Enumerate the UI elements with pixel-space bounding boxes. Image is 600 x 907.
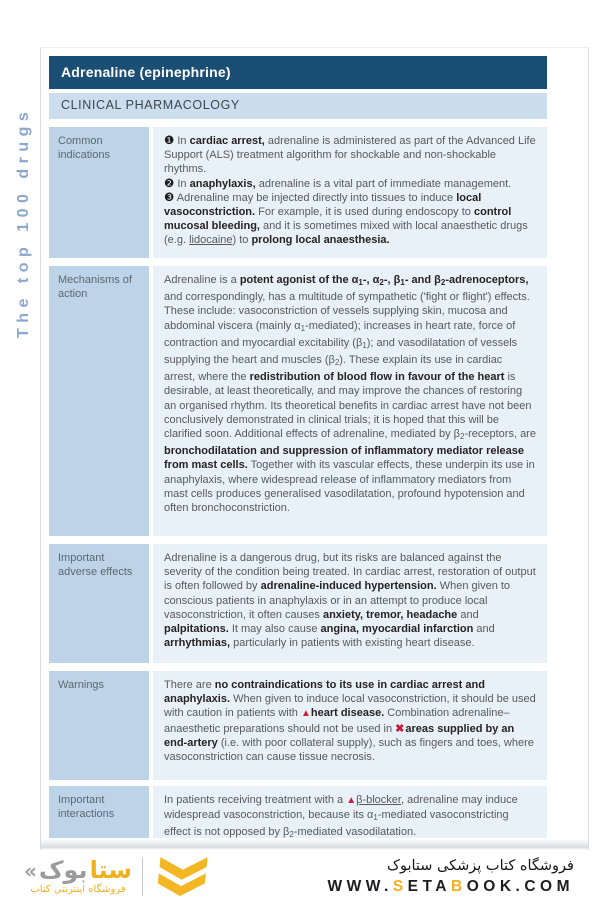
text-segment: Together with its vascular effects, these underpin its use in anaphylaxis, where widespread release of inflammatory mediators from mast cells produces generalised vasodilatation, profound hypotension and often bronchoconstriction. (164, 459, 535, 515)
paragraph (164, 273, 536, 515)
text-segment: 1 (362, 340, 367, 350)
paragraph (164, 551, 536, 650)
text-segment: potent agonist of the α (239, 274, 359, 286)
text-segment: 1 (400, 278, 405, 287)
text-segment: bronchodilatation and suppression of inflammatory mediator release from mast cells. (164, 445, 525, 472)
section-label: Common indications (49, 127, 149, 258)
section-label: Important adverse effects (49, 544, 149, 663)
url-segment: B (451, 877, 467, 895)
text-segment: 2 (289, 830, 294, 838)
text-segment: ❸ (164, 191, 175, 204)
text-segment: 2 (334, 358, 340, 368)
section-heading: CLINICAL PHARMACOLOGY (49, 93, 547, 119)
text-segment: In (174, 177, 190, 190)
paragraph (164, 678, 536, 764)
wordmark-part-gray: بوک (38, 856, 88, 884)
paragraph (164, 177, 536, 191)
drug-title-bar (49, 56, 547, 89)
pharmacology-table (49, 127, 547, 838)
text-segment: redistribution of blood flow in favour of the heart (249, 371, 505, 384)
drug-title: Adrenaline (epinephrine) (61, 64, 231, 80)
paragraph (164, 191, 536, 248)
text-segment: -mediated vasodilatation. (293, 826, 417, 838)
setabook-wordmark (24, 858, 132, 882)
text-segment: palpitations. (164, 623, 229, 636)
text-segment: and (473, 623, 495, 636)
page-frame (40, 47, 589, 850)
text-segment: and it is sometimes mixed with local anaesthetic drugs (e.g. (164, 220, 528, 247)
section-label: Important interactions (49, 786, 149, 838)
text-segment: ) to (232, 234, 252, 247)
paragraph (164, 134, 536, 177)
text-segment: arrhythmias, (164, 637, 231, 650)
text-segment: adrenaline is a vital part of immediate management. (255, 177, 512, 190)
section-row-2 (49, 266, 547, 536)
section-content (153, 671, 547, 780)
section-label: Mechanisms of action (49, 266, 149, 536)
section-row-5 (49, 786, 547, 838)
chapter-sidebar-label: The top 100 drugs (15, 106, 32, 338)
cross-reference-link[interactable]: β-blocker (356, 794, 401, 806)
text-segment: and correspondingly, has a multitude of sympathetic ('fight or flight') effects. These include: vasoconstriction of vessels supplying skin, mucosa and abdominal viscera (mainly α (164, 291, 530, 332)
text-segment: angina, myocardial infarction (320, 623, 474, 636)
text-segment: (i.e. with poor collateral supply), such as fingers and toes, where vasoconstriction can cause tissue necrosis. (164, 736, 534, 764)
text-segment: -receptors, are (464, 428, 536, 441)
text-segment: In (174, 135, 190, 147)
text-segment: -mediated vasoconstricting effect is not opposed by β (164, 809, 509, 838)
text-segment: - and β (404, 274, 441, 286)
text-segment: ❶ (164, 135, 175, 147)
text-segment: anxiety, tremor, headache (322, 608, 458, 621)
text-segment: 2 (440, 278, 446, 287)
contraindication-cross-icon: ✖ (395, 722, 406, 735)
store-title: فروشگاه کتاب پزشکی ستابوک (386, 857, 574, 874)
text-segment: In patients receiving treatment with a (164, 794, 347, 806)
text-segment: particularly in patients with existing heart disease. (230, 637, 475, 650)
guillemet-mark: « (24, 859, 37, 883)
section-content (153, 786, 547, 838)
text-segment: Adrenaline is a (164, 274, 240, 286)
section-row-3 (49, 544, 547, 663)
text-segment: 2 (379, 278, 384, 287)
text-segment: 1 (358, 278, 363, 287)
text-segment: There are (164, 679, 215, 691)
text-segment: ); and vasodilatation of vessels supplying the heart and muscles (β (164, 336, 518, 367)
text-segment: , adrenaline may induce widespread vasoconstriction, because its α (164, 794, 518, 822)
text-segment: control mucosal bleeding, (164, 206, 512, 233)
website-url[interactable] (327, 878, 574, 896)
setabook-logo (24, 854, 211, 900)
text-segment: local vasoconstriction. (164, 191, 482, 219)
section-content (153, 266, 547, 536)
url-segment: OOK.COM (466, 877, 574, 895)
text-segment: ). These explain its use in cardiac arrest, where the (164, 354, 503, 384)
text-segment: -adrenoceptors, (445, 274, 529, 286)
text-segment: no contraindications to its use in cardiac arrest and anaphylaxis. (164, 679, 485, 706)
text-segment: For example, it is used during endoscopy to (255, 206, 474, 219)
section-content (153, 127, 547, 258)
setabook-chevron-icon (151, 854, 214, 900)
url-segment: S (392, 877, 408, 895)
text-segment: anaphylaxis, (189, 177, 256, 190)
logo-divider (142, 858, 143, 896)
text-segment: cardiac arrest, (189, 135, 265, 147)
text-segment: -, β (383, 274, 401, 286)
text-segment: Adrenaline may be injected directly into tissues to induce (174, 191, 457, 204)
text-segment: 1 (300, 323, 306, 333)
brand-tagline: فروشگاه اینترنتی کتاب (30, 884, 126, 895)
drug-monograph (49, 56, 547, 838)
wordmark-part-yellow: ستا (89, 856, 132, 884)
text-segment: areas supplied by an end-artery (164, 722, 515, 749)
section-row-4 (49, 671, 547, 780)
text-segment: is desirable, at least theoretically, and may improve the chances of restoring an organised rhythm. Its theoretical benefits in cardiac arrest have not been conclusively demonstrated in clinical trials; it is hoped that this will be clarified soon. Additional effects of adrenaline, mediated by β (164, 371, 532, 441)
text-segment: 1 (373, 813, 378, 823)
warning-triangle-icon: ▲ (300, 708, 311, 720)
text-segment: 2 (459, 432, 465, 442)
text-segment: heart disease. (310, 707, 385, 720)
text-segment: When given to conscious patients in anaphylaxis or in an attempt to produce local vasoconstriction, it often causes (164, 580, 511, 621)
text-segment: When given to induce local vasoconstriction, it should be used with caution in patients with (164, 693, 536, 720)
text-segment: -, α (362, 274, 380, 286)
warning-triangle-icon: ▲ (346, 795, 357, 806)
section-row-1 (49, 127, 547, 258)
footer-store-info (327, 858, 574, 896)
cross-reference-link[interactable]: lidocaine (189, 234, 233, 247)
text-segment: Combination adrenaline–anaesthetic preparations should not be used in (164, 707, 510, 735)
text-segment: adrenaline is administered as part of the Advanced Life Support (ALS) treatment algorithm for shockable and non-shockable rhythms. (164, 135, 536, 176)
text-segment: -mediated); increases in heart rate, force of contraction and myocardial excitability (β (164, 319, 516, 349)
text-segment: It may also cause (228, 623, 321, 636)
text-segment: adrenaline-induced hypertension. (260, 580, 437, 593)
url-segment: WWW. (327, 877, 393, 895)
text-segment: prolong local anaesthesia. (251, 234, 390, 247)
text-segment: and (457, 608, 479, 621)
paragraph (164, 793, 536, 838)
url-segment: ETA (407, 877, 452, 895)
text-segment: Adrenaline is a dangerous drug, but its risks are balanced against the severity of the condition being treated. In cardiac arrest, restoration of output is often followed by (164, 552, 536, 593)
section-label: Warnings (49, 671, 149, 780)
section-content (153, 544, 547, 663)
setabook-wordmark-block (24, 858, 132, 895)
footer (0, 850, 600, 907)
text-segment: ❷ (164, 177, 175, 190)
